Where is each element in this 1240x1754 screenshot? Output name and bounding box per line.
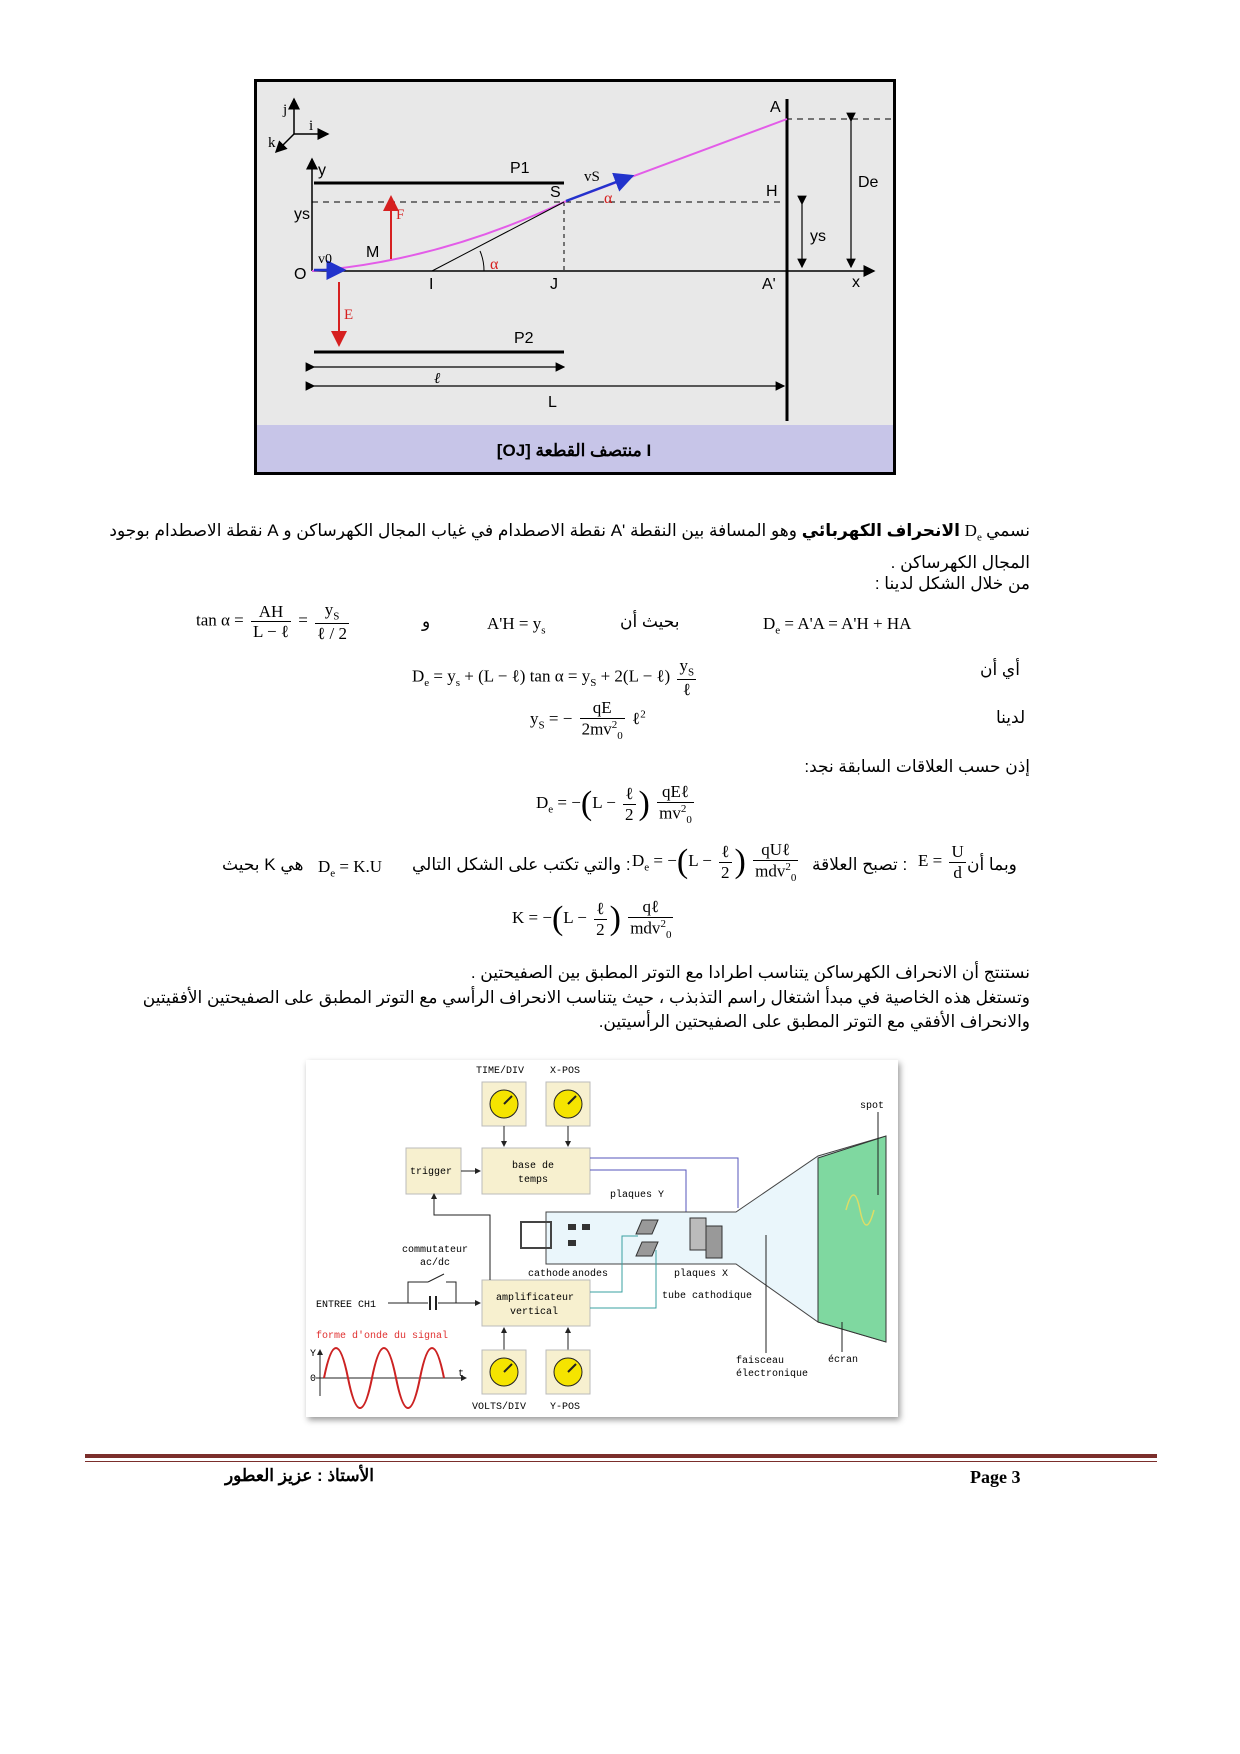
label-y-pos: Y-POS xyxy=(550,1402,581,1413)
label-zero: 0 xyxy=(310,1374,317,1385)
label-F: F xyxy=(396,207,405,223)
label-ys-right: ys xyxy=(810,228,826,245)
label-comm2: ac/dc xyxy=(420,1258,451,1269)
label-E: E xyxy=(344,307,354,323)
label-O: O xyxy=(294,266,307,283)
label-volts-div: VOLTS/DIV xyxy=(472,1402,527,1413)
paragraph-definition: نسمي $D_e$ الانحراف الكهربائي وهو المسافة بين النقطة 'A نقطة الاصطدام في غياب المجال الكهرساكن و A نقطة الاصطدام بوجود المجال الكهرساكن . xyxy=(109,521,1030,573)
eq-de-qU: $D_e = -(L$ − $\frac{\text{ℓ}}{2}$ ) $\frac{\text{qUℓ}}{mdv^2_0}$ xyxy=(632,840,797,884)
word-tusbih: تصبح العلاقة : xyxy=(812,855,908,874)
label-base1: base de xyxy=(512,1161,555,1172)
label-vS: vS xyxy=(584,169,600,185)
label-faisceau2: électronique xyxy=(736,1369,809,1380)
from-figure-text: من خلال الشكل لدينا : xyxy=(874,574,1030,593)
label-M: M xyxy=(366,244,380,261)
deflection-diagram xyxy=(254,79,896,475)
label-L: L xyxy=(548,394,557,411)
anode-3 xyxy=(568,1240,576,1246)
label-t: t xyxy=(458,1369,465,1380)
author-name: الأستاذ : عزيز العطور xyxy=(224,1466,374,1485)
label-I: I xyxy=(429,276,434,293)
footer-rule-thick xyxy=(85,1454,1157,1458)
word-bihayth-k: بحيث K هي xyxy=(222,855,304,874)
label-tube: tube cathodique xyxy=(662,1291,753,1302)
eq-de-tan: $D_e = y_s + (L$ − ℓ) $\tan \alpha = y_S + 2(L$ − ℓ) $\frac{y_S}{\text{ℓ}}$ xyxy=(412,656,695,700)
label-ell: ℓ xyxy=(434,371,441,387)
label-ys-left: ys xyxy=(294,206,310,223)
label-De: De xyxy=(858,174,879,191)
oscilloscope-diagram xyxy=(306,1060,898,1417)
label-y: y xyxy=(318,162,326,179)
plate-x-2 xyxy=(706,1226,722,1258)
eq-ys: $y_S$ = − $\frac{qE}{2mv^2_0}$ ℓ$^2$ xyxy=(530,698,646,742)
label-faisceau1: faisceau xyxy=(736,1356,785,1367)
label-base2: temps xyxy=(518,1175,549,1186)
label-H: H xyxy=(766,183,778,200)
figure-caption: I منتصف القطعة [OJ] xyxy=(496,441,652,460)
word-wa: و xyxy=(422,612,431,631)
label-alpha-S: α xyxy=(604,190,613,207)
eq-ah: $A'H = y_s$ xyxy=(487,614,546,637)
eq-de-qE: $D_e = -(L$ − $\frac{\text{ℓ}}{2}$ ) $\frac{\text{qEℓ}}{mv^2_0}$ xyxy=(536,782,692,826)
label-plaques-x: plaques X xyxy=(674,1269,729,1280)
eq-E-U-d: E = $\frac{U}{d}$ xyxy=(918,842,964,882)
label-P1: P1 xyxy=(510,160,530,177)
bold-term: الانحراف الكهربائي xyxy=(801,521,960,540)
figure-frame xyxy=(256,81,895,474)
label-A: A xyxy=(770,99,781,116)
word-bihayth: بحيث أن xyxy=(620,612,680,631)
crt-screen xyxy=(818,1136,886,1342)
label-trigger: trigger xyxy=(410,1167,453,1178)
label-amp2: vertical xyxy=(510,1307,559,1318)
eq-tan: tan α = $\frac{AH}{\text{L − ℓ}}$ = $\frac{y_S}{\text{ℓ / 2}}$ xyxy=(196,600,347,644)
label-comm1: commutateur xyxy=(402,1245,469,1256)
eq-de-def: $D_e = A'A = A'H$ + HA xyxy=(763,614,912,637)
footer-rule-thin xyxy=(85,1461,1157,1462)
label-alpha-I: α xyxy=(490,256,499,273)
eq-de-ku: $D_e = K.U$ xyxy=(318,857,383,880)
word-ladayna: لدينا xyxy=(996,708,1026,727)
label-ecran: écran xyxy=(828,1355,859,1366)
label-P2: P2 xyxy=(514,330,534,347)
plate-x-1 xyxy=(690,1218,706,1250)
label-S: S xyxy=(550,184,561,201)
text-idhan: إذن حسب العلاقات السابقة نجد: xyxy=(804,757,1030,776)
label-amp1: amplificateur xyxy=(496,1293,575,1304)
label-Aprime: A' xyxy=(762,276,776,293)
oscilloscope-figure xyxy=(306,1060,898,1417)
label-forme: forme d'onde du signal xyxy=(316,1331,449,1342)
page-number: Page 3 xyxy=(970,1467,1021,1487)
word-wabima: وبما أن xyxy=(967,855,1017,874)
conclusion-2: وتستغل هذه الخاصية في مبدأ اشتغال راسم التذبذب ، حيث يتناسب الانحراف الرأسي مع التوتر المطبق على الصفيحتين الأفقيتين والانحراف الأفقي مع التوتر المطبق على الصفيحتين الرأسيتين. xyxy=(142,988,1030,1031)
anode-1 xyxy=(568,1224,576,1230)
word-wallati: والتي تكتب على الشكل التالي : xyxy=(412,855,631,874)
deflection-figure xyxy=(254,79,896,475)
label-k: k xyxy=(268,135,276,151)
label-x: x xyxy=(852,274,860,291)
anode-2 xyxy=(582,1224,590,1230)
label-entree: ENTREE CH1 xyxy=(316,1300,377,1311)
label-x-pos: X-POS xyxy=(550,1066,581,1077)
label-J: J xyxy=(550,276,558,293)
label-v0: v0 xyxy=(318,252,332,267)
label-time-div: TIME/DIV xyxy=(476,1066,525,1077)
label-anodes: anodes xyxy=(572,1269,609,1280)
conclusion-1: نستنتج أن الانحراف الكهرساكن يتناسب اطرادا مع التوتر المطبق بين الصفيحتين . xyxy=(470,963,1030,982)
label-plaques-y: plaques Y xyxy=(610,1190,665,1201)
word-ay-anna: أي أن xyxy=(980,660,1020,679)
eq-K: K = −(L − $\frac{\text{ℓ}}{2}$ ) $\frac{\text{qℓ}}{mdv^2_0}$ xyxy=(512,897,672,941)
label-j: j xyxy=(283,102,288,118)
label-i: i xyxy=(309,118,314,134)
label-spot: spot xyxy=(860,1101,885,1112)
label-Y: Y xyxy=(310,1349,317,1360)
label-cathode: cathode xyxy=(528,1269,571,1280)
